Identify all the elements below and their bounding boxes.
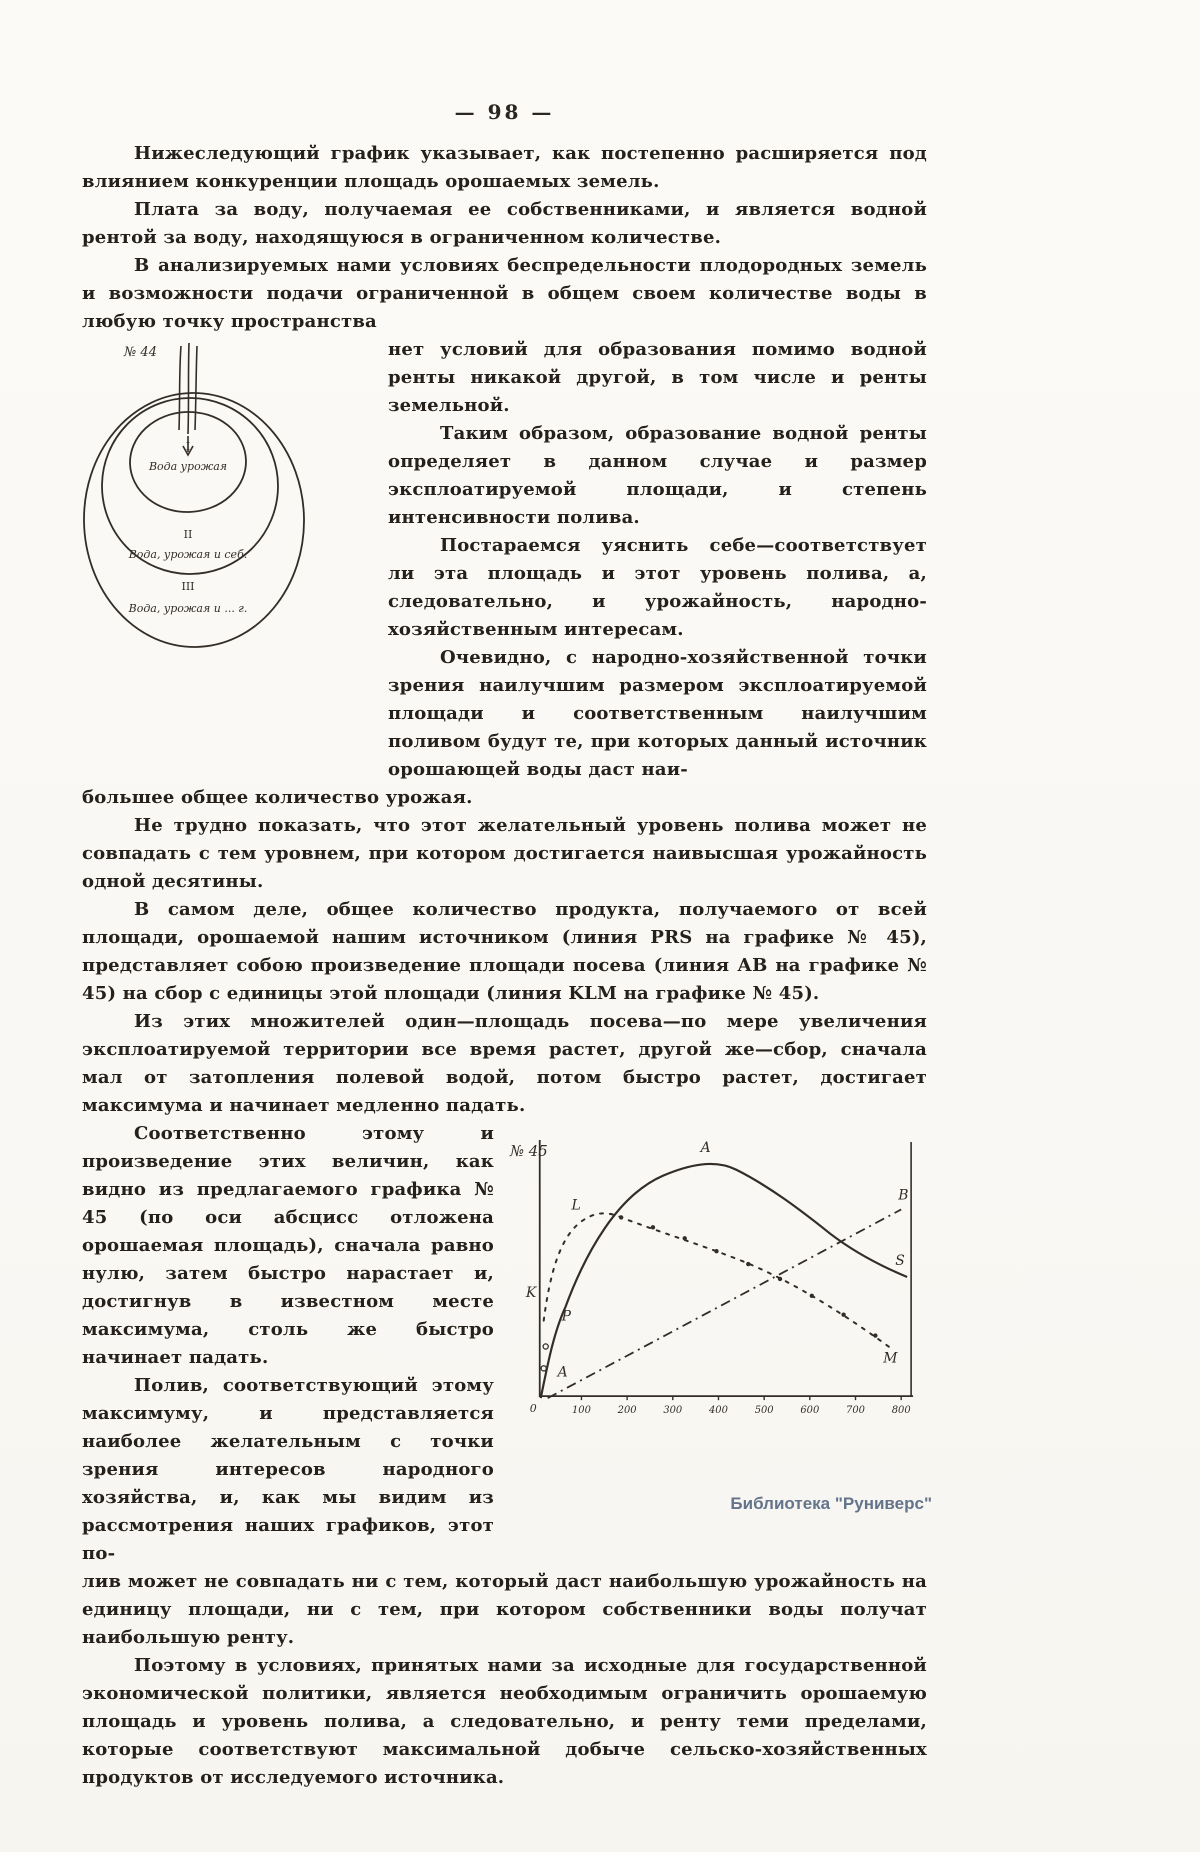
curve-yield-per-unit [544, 1213, 892, 1348]
paragraph-6-part1: Очевидно, с народно-хозяйственной точки зрения наилучшим размером эксплоатируемой площади и соответственным наилучшим поливом будут те, при которых данный источник орошающей воды даст наи- [388, 647, 927, 780]
channel-line [195, 346, 197, 430]
paragraph-12: Поэтому в условиях, принятых нами за исходные для государственной экономической политики, является необходимым ограничить орошаемую площадь и уровень полива, а следовательно, и ренту теми пределами, которые соответствуют максимальной добыче сельско-хозяйственных продуктов от исследуемого источника. [82, 1655, 927, 1788]
data-point-circle [543, 1344, 548, 1349]
figure-45-side-text [82, 1120, 494, 1568]
x-tick-label: 200 [617, 1405, 637, 1417]
paragraph-7: Не трудно показать, что этот желательный уровень полива может не совпадать с тем уровнем, при котором достигается наивысшая урожайность одной десятины. [82, 815, 927, 892]
x-tick-label: 300 [663, 1405, 683, 1417]
chart-letter-s: S [895, 1253, 905, 1270]
figure-44-label: № 44 [124, 345, 157, 360]
data-point-circle [541, 1366, 546, 1371]
line-sown-area [548, 1209, 902, 1398]
page-content [82, 100, 927, 1792]
x-tick-label: 700 [846, 1405, 865, 1417]
chart-letter-m: M [883, 1350, 898, 1367]
x-tick-label: 100 [571, 1405, 591, 1417]
page-number: — 98 — [454, 100, 555, 124]
figure-45-chart [502, 1126, 927, 1424]
chart-letter-p: P [561, 1308, 571, 1325]
chart-letter-l: L [571, 1197, 581, 1214]
chart-axes [540, 1140, 913, 1396]
zone-3-number: III [181, 580, 195, 593]
chart-letter-peak: A [700, 1139, 711, 1156]
paragraph-8: В самом деле, общее количество продукта, получаемого от всей площади, орошаемой нашим источником (линия PRS на графике № 45), представляет собою произведение площади посева (линия АВ на графике № 45) на сбор с единицы этой площади (линия KLM на графике № 45). [82, 899, 927, 1004]
figure-44-section [82, 336, 927, 784]
paragraph-11-part1: Полив, соответствующий этому максимуму, и представляется наиболее желательным с точки зрения интересов народного хозяйства, и, как мы видим из рассмотрения наших графиков, этот по- [82, 1375, 494, 1564]
curve-total-product [541, 1164, 907, 1398]
x-tick-label: 400 [709, 1405, 728, 1417]
chart-letter-b: B [898, 1187, 909, 1204]
x-tick-label: 600 [800, 1405, 820, 1417]
paragraph-9: Из этих множителей один—площадь посева—по мере увеличения эксплоатируемой территории все время растет, другой же—сбор, сначала мал от затопления полевой водой, потом быстро растет, достигает максимума и начинает медленно падать. [82, 1011, 927, 1116]
zone-3-label: Вода, урожая и ... г. [128, 602, 248, 615]
paragraph-11-part2: лив может не совпадать ни с тем, который даст наибольшую урожайность на единицу площади, ни с тем, при котором собственники воды получат наибольшую ренту. [82, 1571, 927, 1648]
paragraph-5: Постараемся уяснить себе—соответствует ли эта площадь и этот уровень полива, а, следовательно, и урожайность, народно-хозяйственным интересам. [388, 535, 927, 640]
zone-2-number: II [183, 528, 193, 541]
paragraph-3-part2: нет условий для образования помимо водной ренты никакой другой, в том числе и ренты земельной. [388, 339, 927, 416]
zone-2-label: Вода, урожая и себ. [128, 548, 248, 561]
yield-curve-dots [619, 1215, 878, 1338]
channel-line [179, 346, 181, 430]
figure-44-side-text [382, 336, 927, 784]
x-tick-label: 500 [754, 1405, 774, 1417]
figure-44-diagram [82, 340, 382, 658]
paragraph-4: Таким образом, образование водной ренты определяет в данном случае и размер эксплоатируемой площади, и степень интенсивности полива. [388, 423, 927, 528]
paragraph-2: Плата за воду, получаемая ее собственниками, и является водной рентой за воду, находящуюся в ограниченном количестве. [82, 199, 927, 248]
zone-1-number: I [185, 440, 191, 453]
paragraph-1: Нижеследующий график указывает, как постепенно расширяется под влиянием конкуренции площадь орошаемых земель. [82, 143, 927, 192]
chart-origin-label: 0 [529, 1402, 537, 1416]
library-watermark: Библиотека "Руниверс" [730, 1494, 932, 1513]
channel-line [188, 343, 189, 434]
figure-44 [82, 336, 382, 658]
x-tick-label: 800 [891, 1405, 911, 1417]
chart-letter-k: K [525, 1284, 537, 1301]
chart-letter-a: A [557, 1364, 568, 1381]
figure-45 [494, 1120, 927, 1424]
zone-1-label: Вода урожая [148, 460, 228, 473]
paragraph-3-part1: В анализируемых нами условиях беспредельности плодородных земель и возможности подачи ограниченной в общем своем количестве воды в любую точку пространства [82, 255, 927, 332]
figure-45-label: № 45 [509, 1141, 548, 1160]
paragraph-10: Соответственно этому и произведение этих величин, как видно из предлагаемого графика № 45 (по оси абсцисс отложена орошаемая площадь), сначала равно нулю, затем быстро нарастает и, достигнув в известном месте максимума, столь же быстро начинает падать. [82, 1123, 494, 1368]
paragraph-6-part2: большее общее количество урожая. [82, 787, 473, 808]
